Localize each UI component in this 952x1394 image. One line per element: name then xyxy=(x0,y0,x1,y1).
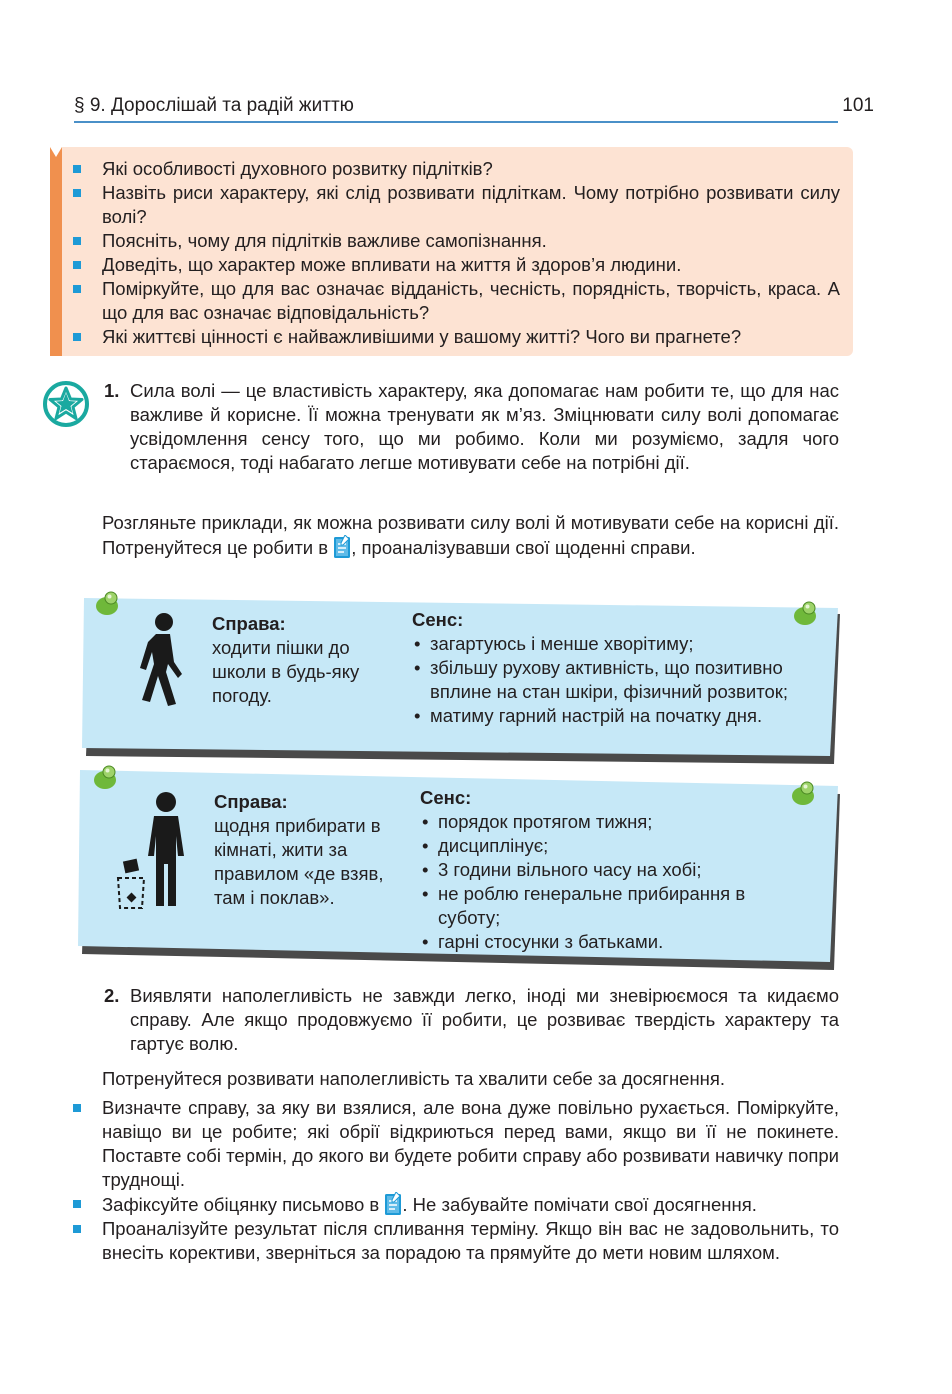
pin-icon xyxy=(92,764,122,792)
section-1-number: 1. xyxy=(104,380,120,401)
person-trash-bin-icon xyxy=(114,790,190,910)
square-bullet-icon xyxy=(73,333,81,341)
question-item: Назвіть риси характеру, які слід розвивати підліткам. Чому потрібно розвивати силу волі? xyxy=(102,181,840,229)
card-1-task xyxy=(212,612,397,708)
task-text: ходити пішки до школи в будь-яку погоду. xyxy=(212,637,360,706)
sense-item: • не роблю генеральне прибирання в суботу; xyxy=(422,883,746,928)
square-bullet-icon xyxy=(73,237,81,245)
walking-person-icon xyxy=(134,612,194,708)
card-2-sense xyxy=(420,786,800,954)
question-item: Доведіть, що характер може впливати на життя й здоров’я людини. xyxy=(102,253,840,277)
question-item: Поміркуйте, що для вас означає відданість, чесність, порядність, творчість, краса. А що для вас означає відповідальність? xyxy=(102,277,840,325)
card-1-sense xyxy=(412,608,817,728)
notebook-icon xyxy=(333,535,351,559)
sense-item: • загартуюсь і менше хворітиму; xyxy=(414,633,694,654)
question-item: Які особливості духовного розвитку підлітків? xyxy=(102,157,840,181)
sense-label: Сенс: xyxy=(412,609,464,630)
square-bullet-icon xyxy=(73,1225,81,1233)
corner-triangle-icon xyxy=(50,147,62,157)
task-item: Проаналізуйте результат після спливання терміну. Якщо він вас не задовольнить, то внесіть корективи, зверніться за порадою та прямуйте до мети новим шляхом. xyxy=(102,1217,839,1265)
page-header xyxy=(74,92,874,122)
sense-label: Сенс: xyxy=(420,787,472,808)
square-bullet-icon xyxy=(73,261,81,269)
tasks-list xyxy=(102,1096,839,1265)
header-rule xyxy=(74,121,838,123)
questions-accent-bar xyxy=(50,147,62,356)
square-bullet-icon xyxy=(73,1200,81,1208)
sense-item: • дисциплінує; xyxy=(422,835,549,856)
task-item: Визначте справу, за яку ви взялися, але вона дуже повільно рухається. Поміркуйте, навіщо ви це робите; які обрії відкриються перед вами, якщо ви її не покинете. Поставте собі термін, до якого ви будете робити справу або розвивати навичку попри труднощі. xyxy=(102,1096,839,1192)
section-2-paragraph: 2. Виявляти наполегливість не завжди легко, іноді ми зневірюємося та кидаємо справу. Але якщо продовжуємо її робити, це розвиває твердість характеру та гартує волю. xyxy=(104,985,839,1054)
example-card-1 xyxy=(82,592,842,772)
sense-list xyxy=(412,632,817,728)
questions-list xyxy=(102,157,840,349)
exercise-intro: Потренуйтеся розвивати наполегливість та хвалити себе за досягнення. xyxy=(102,1068,726,1089)
sense-item: • матиму гарний настрій на початку дня. xyxy=(414,705,763,726)
question-item: Які життєві цінності є найважливішими у вашому житті? Чого ви прагнете? xyxy=(102,325,840,349)
card-2-task xyxy=(214,790,410,910)
questions-box xyxy=(50,147,853,356)
task-text: щодня прибирати в кімнаті, жити за правилом «де взяв, там і поклав». xyxy=(214,815,384,908)
sense-list xyxy=(420,810,800,954)
sense-item: • порядок протягом тижня; xyxy=(422,811,653,832)
square-bullet-icon xyxy=(73,189,81,197)
square-bullet-icon xyxy=(73,285,81,293)
pin-icon xyxy=(94,590,124,618)
intro-paragraph: Розгляньте приклади, як можна розвивати силу волі й мотивувати себе на корисні дії. Потренуйтеся це робити в , проаналізувавши свої щоденні справи. xyxy=(102,512,839,558)
square-bullet-icon xyxy=(73,165,81,173)
sense-item: • 3 години вільного часу на хобі; xyxy=(422,859,702,880)
example-card-2 xyxy=(78,770,842,974)
notebook-icon xyxy=(384,1192,402,1216)
star-badge-icon xyxy=(42,380,90,428)
section-1-paragraph: 1. Сила волі — це властивість характеру, яка допомагає нам робити те, що для нас важливе й корисне. Її можна тренувати як м’яз. Зміцнювати силу волі допомагає усвідомлення сенсу того, що ми робимо. Коли ми розуміємо, задля чого стараємося, тоді набагато легше мотивувати себе на потрібні дії. xyxy=(104,380,839,473)
sense-item: • гарні стосунки з батьками. xyxy=(422,931,664,952)
task-item: Зафіксуйте обіцянку письмово в . Не забувайте помічати свої досягнення. xyxy=(102,1192,839,1217)
task-label: Справа: xyxy=(212,613,286,634)
task-label: Справа: xyxy=(214,791,288,812)
section-2-number: 2. xyxy=(104,985,120,1006)
square-bullet-icon xyxy=(73,1104,81,1112)
question-item: Поясніть, чому для підлітків важливе самопізнання. xyxy=(102,229,840,253)
chapter-title: § 9. Дорослішай та радій життю xyxy=(74,95,354,116)
sense-item: • збільшу рухову активність, що позитивно вплине на стан шкіри, фізичний розвиток; xyxy=(414,657,788,702)
page-number: 101 xyxy=(842,95,874,116)
